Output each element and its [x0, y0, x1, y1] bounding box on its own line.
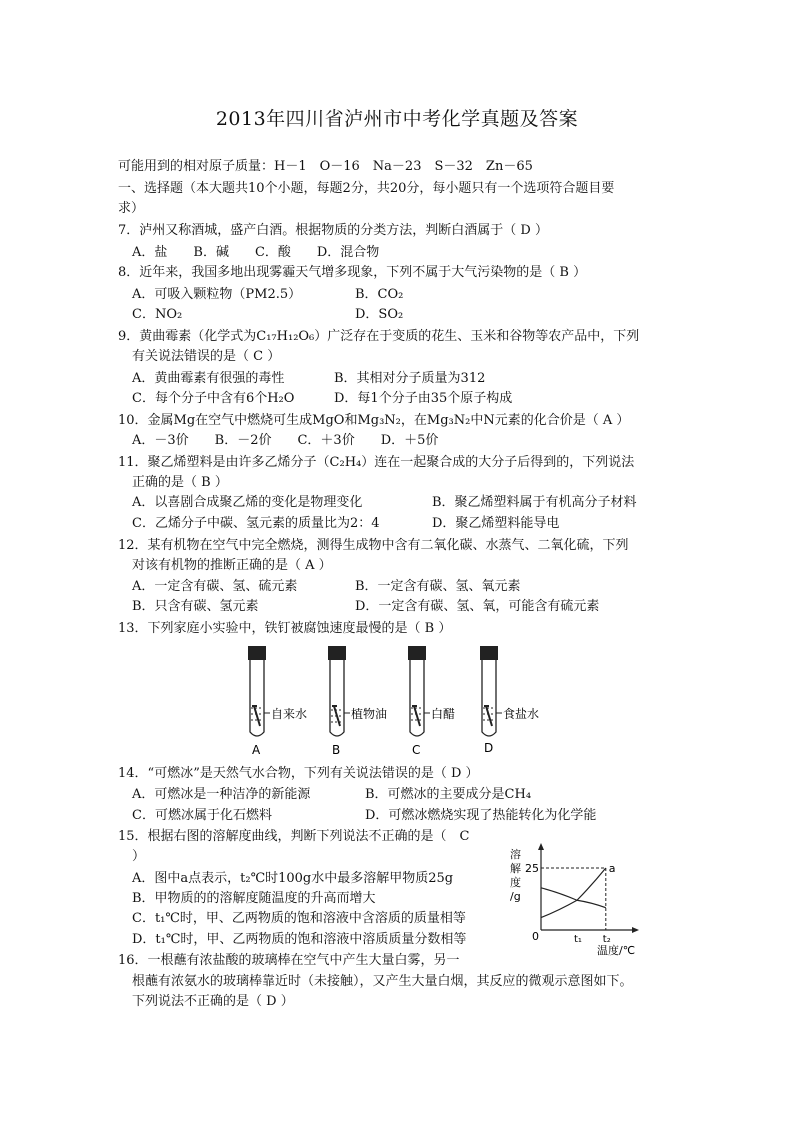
q9-option-c: C．每个分子中含有6个H₂O	[132, 391, 295, 406]
q14-option-d: D．可燃冰燃烧实现了热能转化为化学能	[365, 808, 597, 823]
q12-option-a: A．一定含有碳、氢、硫元素	[132, 579, 298, 594]
y-axis-arrow	[538, 843, 544, 850]
q14-option-a: A．可燃冰是一种洁净的新能源	[132, 787, 311, 802]
tick-t1: t₁	[574, 934, 582, 945]
tube-label-a: 自来水	[271, 707, 308, 721]
q15-option-d: D．t₁℃时，甲、乙两物质的饱和溶液中溶质质量分数相等	[132, 932, 467, 947]
q9-option-b: B．其相对分子质量为312	[334, 371, 486, 386]
q15-option-c: C．t₁℃时，甲、乙两物质的饱和溶液中含溶质的质量相等	[132, 911, 466, 926]
x-axis-arrow	[632, 927, 639, 933]
q11-stem-line2: 正确的是（ B ）	[132, 475, 228, 490]
q9-option-d: D．每1个分子由35个原子构成	[334, 391, 513, 406]
chart-ylabel-3: 度	[510, 876, 521, 889]
atomic-masses: 可能用到的相对原子质量：H－1 O－16 Na－23 S－32 Zn－65	[118, 159, 533, 174]
q12-option-d: D．一定含有碳、氢、氧，可能含有硫元素	[355, 599, 600, 614]
q13-stem: 13．下列家庭小实验中，铁钉被腐蚀速度最慢的是（ B ）	[118, 621, 452, 636]
q10-stem: 10．金属Mg在空气中燃烧可生成MgO和Mg₃N₂，在Mg₃N₂中N元素的化合价是（ A ）	[118, 413, 630, 428]
q9-stem-line1: 9．黄曲霉素（化学式为C₁₇H₁₂O₆）广泛存在于变质的花生、玉米和谷物等农产品中，下列	[118, 329, 640, 344]
test-tube-d	[480, 646, 539, 755]
q8-option-d: D．SO₂	[355, 307, 404, 322]
tube-letter-a: A	[252, 743, 261, 757]
q14-stem: 14．“可燃冰”是天然气水合物，下列有关说法错误的是（ D ）	[118, 766, 479, 781]
q8-option-a: A．可吸入颗粒物（PM2.5）	[132, 287, 302, 302]
tube-label-c: 白醋	[431, 707, 456, 721]
curve-yi	[541, 888, 606, 908]
chart-origin-label: 0	[532, 930, 539, 943]
test-tube-b	[328, 646, 387, 757]
q15-stem-line1: 15．根据右图的溶解度曲线，判断下列说法不正确的是（ C	[118, 829, 470, 844]
q16-stem-line3: 下列说法不正确的是（ D ）	[132, 994, 294, 1009]
q9-option-a: A．黄曲霉素有很强的毒性	[132, 371, 285, 386]
tube-label-b: 植物油	[351, 707, 388, 721]
chart-ylabel-4: /g	[510, 890, 521, 903]
test-tube-figure	[230, 640, 570, 760]
section-heading-line2: 求）	[118, 201, 145, 216]
chart-ylabel-1: 溶	[510, 848, 521, 861]
q15-option-a: A．图中a点表示，t₂℃时100g水中最多溶解甲物质25g	[132, 871, 454, 886]
page-title: 2013年四川省泸州市中考化学真题及答案	[215, 108, 579, 130]
q12-option-c: B．只含有碳、氢元素	[132, 599, 259, 614]
q14-option-b: B．可燃冰的主要成分是CH₄	[365, 787, 532, 802]
test-tube-c	[408, 646, 455, 757]
point-a-label: a	[608, 862, 616, 875]
q11-option-d: D．聚乙烯塑料能导电	[432, 516, 560, 531]
chart-xlabel: 温度/℃	[597, 944, 636, 957]
q11-option-a: A．以喜剧合成聚乙烯的变化是物理变化	[132, 495, 363, 510]
q9-stem-line2: 有关说法错误的是（ C ）	[132, 349, 281, 364]
q16-stem-line2: 根蘸有浓氨水的玻璃棒靠近时（未接触），又产生大量白烟，其反应的微观示意图如下。	[132, 974, 633, 989]
q12-stem-line1: 12．某有机物在空气中完全燃烧，测得生成物中含有二氧化碳、水蒸气、二氧化硫，下列	[118, 538, 629, 553]
q8-option-b: B．CO₂	[355, 287, 404, 302]
q12-option-b: B．一定含有碳、氢、氧元素	[355, 579, 521, 594]
q10-options: A．－3价 B．－2价 C．＋3价 D．＋5价	[132, 433, 439, 448]
solubility-chart	[505, 842, 655, 957]
test-tube-a	[248, 646, 307, 757]
chart-y25-label: 25	[525, 862, 539, 875]
chart-ylabel-2: 解	[510, 862, 521, 875]
curve-jia	[541, 868, 606, 918]
q12-stem-line2: 对该有机物的推断正确的是（ A ）	[132, 558, 332, 573]
q15-stem-line2: ）	[132, 849, 146, 864]
q11-stem-line1: 11．聚乙烯塑料是由许多乙烯分子（C₂H₄）连在一起聚合成的大分子后得到的，下列说法	[118, 455, 635, 470]
q7-options: A．盐 B．碱 C．酸 D．混合物	[132, 245, 380, 260]
q15-option-b: B．甲物质的的溶解度随温度的升高而增大	[132, 891, 376, 906]
q8-stem: 8．近年来，我国多地出现雾霾天气增多现象，下列不属于大气污染物的是（ B ）	[118, 265, 587, 280]
tube-letter-d: D	[484, 741, 494, 755]
q11-option-c: C．乙烯分子中碳、氢元素的质量比为2：4	[132, 516, 380, 531]
q8-option-c: C．NO₂	[132, 307, 183, 322]
q11-option-b: B．聚乙烯塑料属于有机高分子材料	[432, 495, 637, 510]
tube-letter-c: C	[412, 743, 421, 757]
tube-letter-b: B	[332, 743, 341, 757]
tube-label-d: 食盐水	[503, 707, 540, 721]
q14-option-c: C．可燃冰属于化石燃料	[132, 808, 272, 823]
section-heading-line1: 一、选择题（本大题共10个小题，每题2分，共20分，每小题只有一个选项符合题目要	[118, 181, 615, 196]
q7-stem: 7．泸州又称酒城，盛产白酒。根据物质的分类方法，判断白酒属于（ D ）	[118, 223, 548, 238]
q16-stem-line1: 16．一根蘸有浓盐酸的玻璃棒在空气中产生大量白雾，另一	[118, 953, 460, 968]
tick-t2: t₂	[602, 934, 611, 945]
